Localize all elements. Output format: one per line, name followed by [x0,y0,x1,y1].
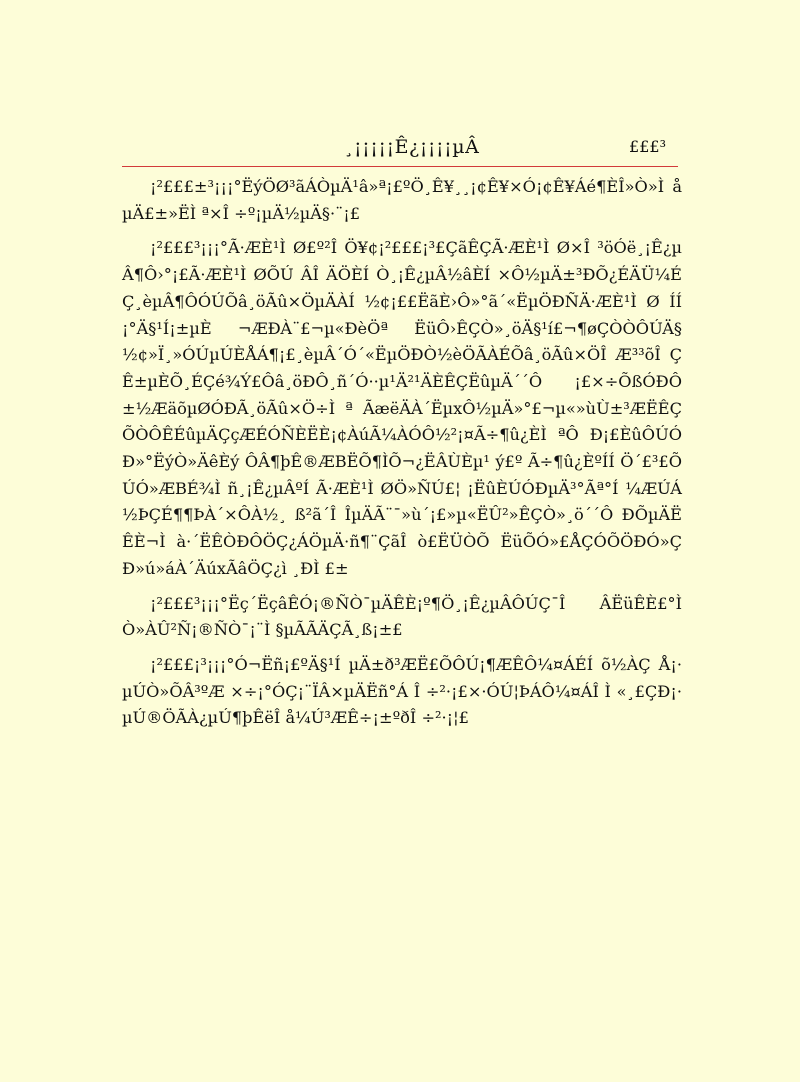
footnote-paragraph: ¡²£££¡³¡¡¡°Ó¬Ëñ¡£ºÄ§¹Í µÄ±ð³ÆË£ÕÔÚ¡¶ÆÊÔ¼¤ÁÉÍ õ½ÀÇ Å¡·µÚÒ»ÕÂ³ºÆ ×÷¡°ÓÇ¡¨ÏÂ×µÄËñ°Á Î ÷²·¡£×·ÓÚ¦ÞÁÔ¼¤ÁÎ Ì «¸£ÇÐ¡·µÚ®ÖÃÀ¿µÚ¶þÊëÎ å¼Ú³ÆÊ÷¡±ºðÎ ÷²·¡¦£ [122,654,682,728]
footnote-paragraph: ¡²£££³¡¡¡°Ã·ÆÈ¹Ì Ø£º²Î Ö¥¢¡²£££¡³£ÇãÊÇÃ·ÆÈ¹Ì Ø×Î ³öÓë¸¡Ê¿µÂ¶Ô›°¡£Ã·ÆÈ¹Ì ØÕÚ ÂÎ ÄÖÈÍ Ò¸¡Ê¿µÂ½âÈÍ ×Ô½µÄ±³ÐÕ¿ÉÄÜ¼ÉÇ¸èµÂ¶ÔÓÚÕâ¸öÃû×ÖµÄÀÍ ½¢¡££ËãÈ›Ô»°ã´«ËµÖÐÑÄ·ÆÈ¹Ì Ø ÍÍ¡°Ä§¹Í¡±µÈ ¬ÆÐÀ¨£¬µ«ÐèÖª ËüÔ›ÊÇÒ»¸öÄ§¹í£¬¶øÇÒÒÔÚÄ§½¢»Ï¸»ÓÚµÚÈÅÁ¶¡£¸èµÂ´Ó´«ËµÖÐÒ½èÖÃÀÉÕâ¸öÃû×ÖÎ Æ³³õÎ ÇÊ±µÈÕ¸ÉÇé¾Ý£Ôâ¸öÐÔ¸ñ´Ó··µ¹Ä²¹ÄÈÊÇËûµÄ´´Ô ¡£×÷ÕßÓÐÔ±½ÆäõµØÓÐÃ¸öÃû×Ö÷Ì ª ÃæëÄÀ´ËµxÔ½µÄ»°£¬µ«»ùÙ±³ÆËÊÇÕÒÔÊÉûµÄÇçÆÉÓÑÈËÈ¡¢ÀúÃ¼ÀÓÔ½²¡¤Ã÷¶û¿ÈÌ ªÔ Ð¡£ÈûÔÚÓÐ»°ËýÒ»ÄêÈý ÔÂ¶þÊ®ÆBËÕ¶ÌÕ¬¿ËÂÙÈµ¹ ý£º Ã÷¶û¿ÈºÍÍ Ö´£³£ÕÚÓ»ÆBÉ¾Ì ñ¸¡Ê¿µÂºÍ Ã·ÆÈ¹Ì ØÖ»ÑÚ£¦ ¡ËûÈÚÓÐµÄ³°Ãª°Í ¼ÆÚÁ½ÞÇÉ¶¶ÞÀ´×ÔÀ½¸ ß²ã´Î ÎµÄÃ¨¯»ù´¡£»µ«ËÛ²»ÊÇÒ»¸ö´´Ô ÐÕµÄËÊÈ¬Ì à·´ËÊÒÐÔÖÇ¿ÁÖµÄ·ñ¶¨ÇãÎ ò£ËÜÒÕ ËüÕÓ»£ÅÇÓÕÖÐÓ»ÇÐ»ú»áÀ´ÄúxÃâÖÇ¿ì ¸ÐÌ £± [122,238,682,578]
page-header [122,132,678,167]
footnote-paragraph: ¡²£££±³¡¡¡°ËýÖØ³ãÁÒµÄ¹â»ª¡£ºÖ¸Ê¥¸¸¡¢Ê¥×Ó¡¢Ê¥Áé¶ÈÎ»Ò»Ì åµÄ£±»ËÌ ª×Î ÷º¡µÄ½µÄ§·¨¡£ [122,177,682,223]
body-text [122,174,682,740]
running-title: ¸¡¡¡¡¡Ê¿¡¡¡¡µÂ [344,136,480,158]
footnote-paragraph: ¡²£££³¡¡¡°Ëç´ËçâÊÓ¡®ÑÒ¯µÄÊÈ¡º¶Ö¸¡Ê¿µÂÔÚÇ¯Î ÂËüÊÈ£°ÌÒ»ÀÛ²Ñ¡®ÑÒ¯¡¨Ì §µÃÃÄÇÃ¸ß¡±£ [122,593,682,640]
page-number: £££³ [629,137,666,156]
